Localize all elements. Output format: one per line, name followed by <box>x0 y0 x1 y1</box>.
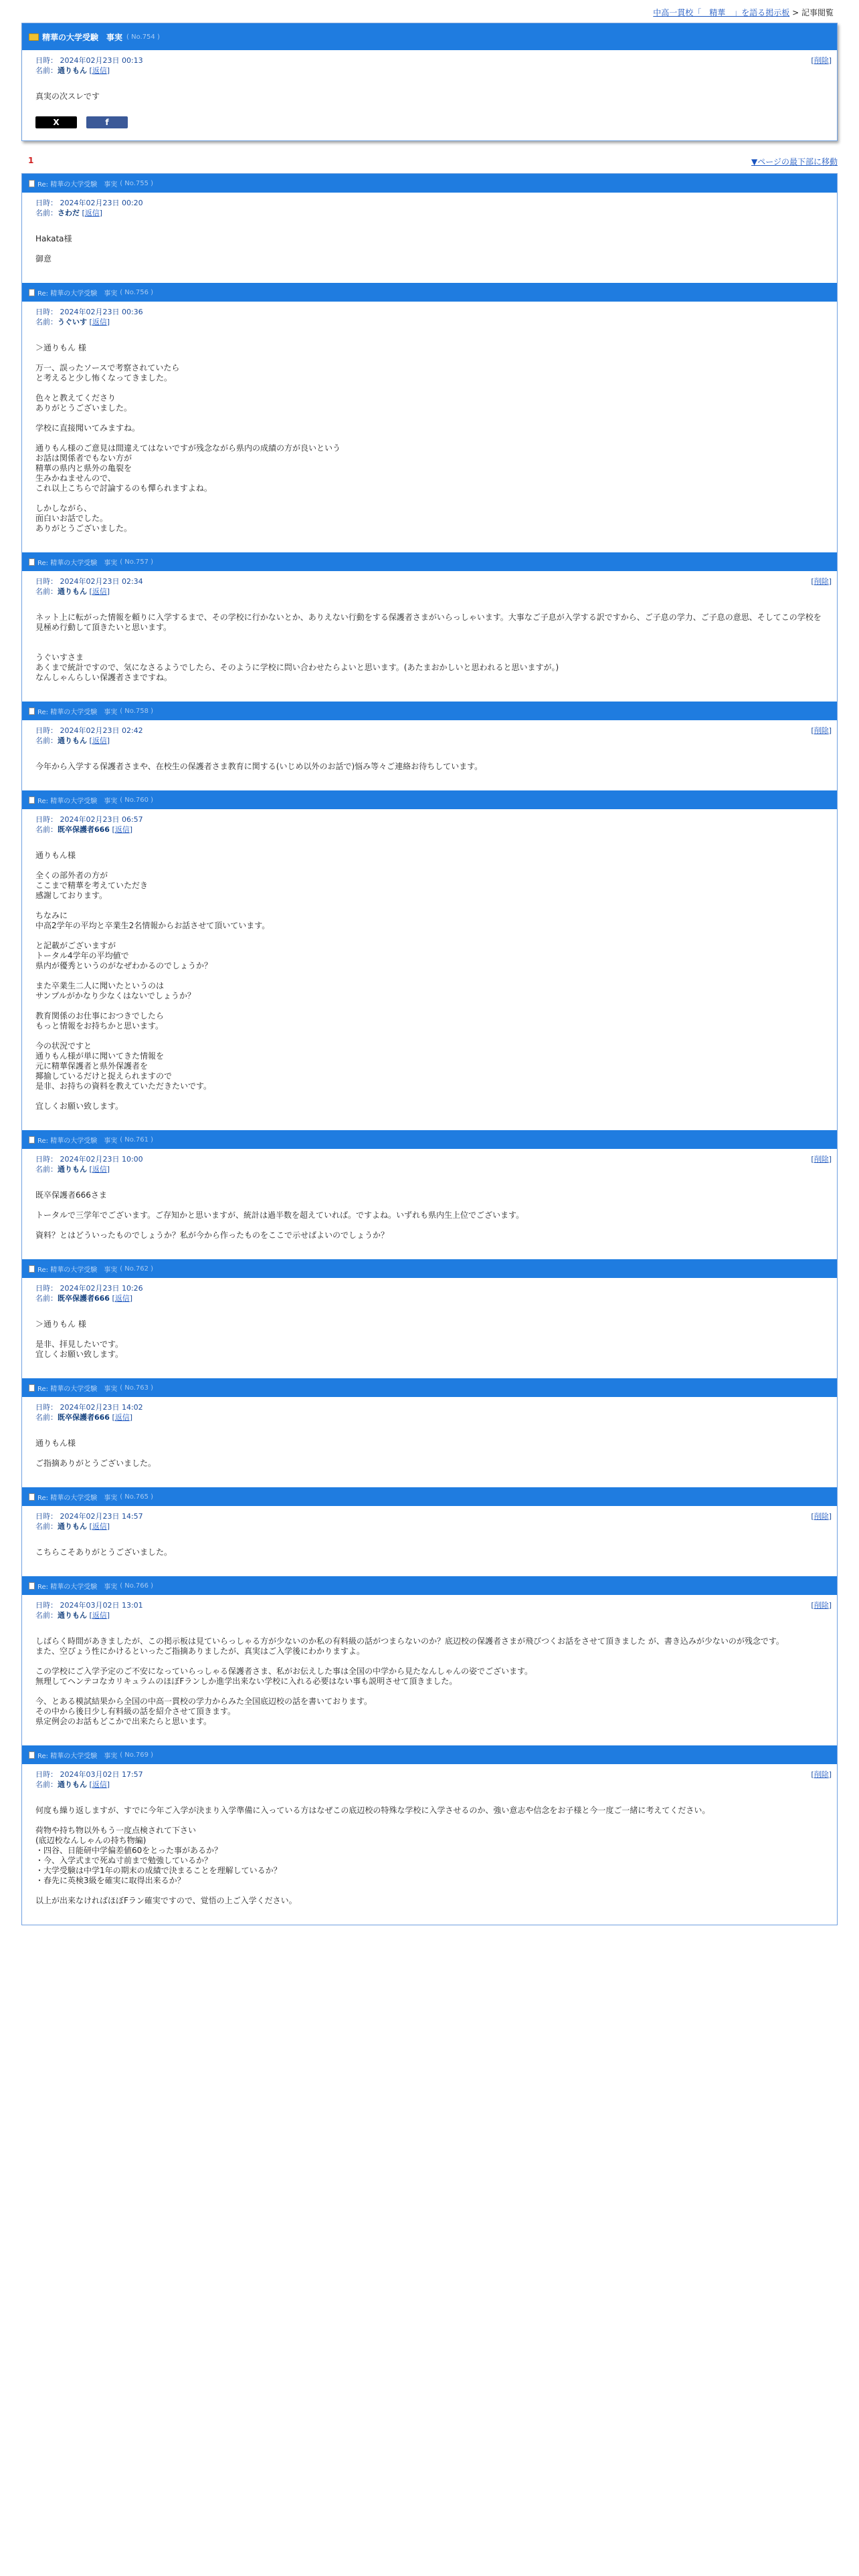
reply-number: ( No.766 ) <box>120 1582 154 1590</box>
topic-date: 日時： 2024年02月23日 00:13 <box>35 56 143 65</box>
reply-author: 既卒保護者666 <box>58 1294 110 1303</box>
delete-link[interactable]: 削除 <box>814 1155 829 1164</box>
name-label: 名前： <box>35 1522 58 1531</box>
breadcrumb-board-link[interactable]: 中高一貫校「 精華 」を語る掲示板 <box>653 8 790 17</box>
topic-title: 精華の大学受験 事実 <box>42 32 123 42</box>
delete-bracket: ] <box>828 1155 832 1164</box>
name-label: 名前： <box>35 1413 58 1422</box>
reply-meta <box>22 1506 837 1531</box>
reply-post <box>22 790 837 1130</box>
reply-body: 通りもん様 ご指摘ありがとうございました。 <box>35 1438 157 1468</box>
delete-bracket: [ <box>811 1770 814 1779</box>
reply-bracket: [ <box>89 1780 92 1789</box>
reply-bracket: [ <box>89 1522 92 1531</box>
reply-link[interactable]: 返信 <box>92 1165 107 1174</box>
reply-title: Re: 精華の大学受験 事実 <box>37 559 118 567</box>
delete-link[interactable]: 削除 <box>814 577 829 586</box>
reply-bracket: ] <box>129 825 133 834</box>
breadcrumb-separator: > <box>789 8 801 17</box>
reply-post <box>22 1130 837 1259</box>
reply-post <box>22 174 837 283</box>
name-label: 名前： <box>35 318 58 326</box>
reply-number: ( No.758 ) <box>120 707 154 715</box>
document-icon <box>29 796 35 804</box>
document-icon <box>29 1751 35 1759</box>
reply-number: ( No.755 ) <box>120 179 154 187</box>
breadcrumb <box>0 0 859 23</box>
reply-bracket: [ <box>89 1611 92 1620</box>
delete-bracket: ] <box>828 726 832 735</box>
topic-body: 真実の次スレです <box>35 92 100 101</box>
reply-author: 通りもん <box>58 1611 87 1620</box>
name-label: 名前： <box>35 1611 58 1620</box>
reply-date: 日時： 2024年02月23日 00:36 <box>35 308 143 316</box>
delete-bracket: ] <box>828 1601 832 1610</box>
name-label: 名前： <box>35 587 58 596</box>
reply-date: 日時： 2024年02月23日 14:02 <box>35 1403 143 1412</box>
reply-date: 日時： 2024年03月02日 17:57 <box>35 1770 143 1779</box>
reply-author: さわだ <box>58 209 80 217</box>
reply-bracket: [ <box>89 1165 92 1174</box>
reply-title: Re: 精華の大学受験 事実 <box>37 1266 118 1274</box>
reply-header <box>22 1130 837 1149</box>
delete-bracket: ] <box>828 577 832 586</box>
reply-title: Re: 精華の大学受験 事実 <box>37 1752 118 1760</box>
delete-link[interactable]: 削除 <box>814 1770 829 1779</box>
topic-meta <box>22 50 837 76</box>
document-icon <box>29 289 35 296</box>
reply-header <box>22 552 837 571</box>
folder-icon <box>29 33 39 41</box>
document-icon <box>29 1582 35 1590</box>
reply-number: ( No.757 ) <box>120 558 154 566</box>
reply-post <box>22 702 837 790</box>
reply-header <box>22 174 837 193</box>
reply-author: 通りもん <box>58 587 87 596</box>
delete-bracket: ] <box>828 1770 832 1779</box>
breadcrumb-current: 記事閲覧 <box>801 8 834 17</box>
delete-bracket: [ <box>811 1512 814 1521</box>
reply-link[interactable]: 返信 <box>92 587 107 596</box>
delete-bracket: ] <box>828 1512 832 1521</box>
name-label: 名前： <box>35 1165 58 1174</box>
pager <box>21 150 838 173</box>
reply-header <box>22 1576 837 1595</box>
reply-meta <box>22 1397 837 1422</box>
reply-meta <box>22 571 837 597</box>
reply-title: Re: 精華の大学受験 事実 <box>37 1385 118 1393</box>
reply-meta <box>22 809 837 835</box>
share-buttons <box>22 110 837 140</box>
reply-link[interactable]: 返信 <box>114 1413 130 1422</box>
delete-link[interactable]: 削除 <box>814 1601 829 1610</box>
reply-number: ( No.769 ) <box>120 1751 154 1759</box>
reply-date: 日時： 2024年02月23日 02:42 <box>35 726 143 735</box>
reply-number: ( No.763 ) <box>120 1384 154 1392</box>
reply-bracket: [ <box>89 587 92 596</box>
topic-number: ( No.754 ) <box>126 33 160 41</box>
reply-header <box>22 702 837 720</box>
reply-link[interactable]: 返信 <box>92 1611 107 1620</box>
delete-bracket: ] <box>828 56 832 65</box>
name-label: 名前： <box>35 825 58 834</box>
reply-header <box>22 1259 837 1278</box>
delete-bracket: [ <box>811 577 814 586</box>
reply-author: 既卒保護者666 <box>58 1413 110 1422</box>
reply-body: こちらこそありがとうございました。 <box>35 1547 173 1557</box>
reply-author: 通りもん <box>58 1522 87 1531</box>
document-icon <box>29 1384 35 1392</box>
reply-author: 既卒保護者666 <box>58 825 110 834</box>
delete-link[interactable]: 削除 <box>814 56 829 65</box>
delete-bracket: [ <box>811 1155 814 1164</box>
document-icon <box>29 1265 35 1273</box>
reply-body: ＞通りもん 様 是非、拝見したいです。 宜しくお願い致します。 <box>35 1319 124 1359</box>
reply-post <box>22 1259 837 1378</box>
reply-meta <box>22 1764 837 1790</box>
reply-bracket: [ <box>89 318 92 326</box>
delete-link[interactable]: 削除 <box>814 726 829 735</box>
document-icon <box>29 1493 35 1501</box>
reply-link[interactable]: 返信 <box>92 1522 107 1531</box>
reply-header <box>22 1487 837 1506</box>
reply-date: 日時： 2024年02月23日 14:57 <box>35 1512 143 1521</box>
topic-author: 通りもん <box>58 66 87 75</box>
reply-body: 何度も繰り返しますが、すでに今年ご入学が決まり入学準備に入っている方はなぜこの底辺校の特殊な学校に入学させるのか、強い意志や信念をお子様と今一度ご一緒に考えてください。 荷物や持ち物以外もう一度点検されて下さい (底辺校なんしゃんの持ち物編) ・四谷、日能研中学偏差値60をとった事があるか？ ・今、入学式まで死ぬ寸前まで勉強しているか？ ・大学受験は中学1年の期末の成績で決まることを理解しているか？ ・春先に英検3級を確実に取得出来るか？ 以上が出来なければほぼFラン確実ですので、覚悟の上ご入学ください。 <box>35 1806 710 1905</box>
reply-number: ( No.761 ) <box>120 1136 154 1144</box>
reply-bracket: [ <box>82 209 85 217</box>
reply-meta <box>22 302 837 327</box>
reply-bracket: ] <box>129 1413 133 1422</box>
page-number[interactable]: 1 <box>28 156 34 165</box>
reply-body: 既卒保護者666さま トータルで三学年でございます。ご存知かと思いますが、統計は過半数を超えていれば。ですよね。いずれも県内生上位でございます。 資料？とはどういったものでしょうか？私が今から作ったものをここで示せばよいのでしょうか？ <box>35 1190 524 1240</box>
reply-author: うぐいす <box>58 318 87 326</box>
reply-bracket: [ <box>112 825 115 834</box>
reply-bracket: ] <box>106 736 110 745</box>
reply-title: Re: 精華の大学受験 事実 <box>37 797 118 805</box>
reply-link[interactable]: 返信 <box>114 825 130 834</box>
reply-date: 日時： 2024年02月23日 10:00 <box>35 1155 143 1164</box>
document-icon <box>29 180 35 187</box>
name-label: 名前： <box>35 1294 58 1303</box>
reply-post <box>22 1745 837 1925</box>
reply-post <box>22 1487 837 1576</box>
reply-author: 通りもん <box>58 736 87 745</box>
reply-title: Re: 精華の大学受験 事実 <box>37 1137 118 1145</box>
reply-meta <box>22 193 837 218</box>
reply-post <box>22 1378 837 1487</box>
delete-bracket: [ <box>811 1601 814 1610</box>
reply-post <box>22 552 837 702</box>
reply-date: 日時： 2024年02月23日 10:26 <box>35 1284 143 1293</box>
name-label: 名前： <box>35 209 58 217</box>
reply-body: しばらく時間があきましたが、この掲示板は見ていらっしゃる方が少ないのか私の有料級の話がつまらないのか？底辺校の保護者さまが飛びつくお話をさせて頂きました が、書き込みが少ないのが残念です。 また、空びょう性にかけるといったご指摘ありましたが、真実はご入学後にわかりますよ。 この学校にご入学予定のご不安になっていらっしゃる保護者さま、私がお伝えした事は全国の中学から見たなんしゃんの姿でございます。 無理してヘンテコなカリキュラムのほぼFランしか進学出来ない学校に入れる必要はない事も説明させて頂きました。 今、とある模試結果から全国の中高一貫校の学力からみた全国底辺校の話を書いております。 その中から後日少し有料級の話を紹介させて頂きます。 県定例会のお話もどこかで出来たらと思います。 <box>35 1636 784 1726</box>
scroll-to-bottom-link[interactable]: ▼ページの最下部に移動 <box>751 157 838 167</box>
topic-header <box>22 23 837 50</box>
reply-author: 通りもん <box>58 1780 87 1789</box>
reply-meta <box>22 1595 837 1620</box>
name-label: 名前： <box>35 66 58 75</box>
reply-date: 日時： 2024年02月23日 06:57 <box>35 815 143 824</box>
share-x-button[interactable]: X <box>35 116 77 128</box>
reply-title: Re: 精華の大学受験 事実 <box>37 290 118 298</box>
reply-bracket: ] <box>129 1294 133 1303</box>
reply-meta <box>22 1278 837 1303</box>
reply-body: 今年から入学する保護者さまや、在校生の保護者さま教育に関する(いじめ以外のお話で)悩み等々ご連絡お待ちしています。 <box>35 762 483 771</box>
reply-title: Re: 精華の大学受験 事実 <box>37 181 118 189</box>
reply-bracket: ] <box>106 66 110 75</box>
reply-bracket: ] <box>106 1611 110 1620</box>
reply-date: 日時： 2024年02月23日 02:34 <box>35 577 143 586</box>
reply-bracket: ] <box>106 1522 110 1531</box>
reply-body: Hakata様 御意 <box>35 234 72 263</box>
reply-header <box>22 1745 837 1764</box>
reply-number: ( No.762 ) <box>120 1265 154 1273</box>
reply-title: Re: 精華の大学受験 事実 <box>37 708 118 716</box>
reply-number: ( No.765 ) <box>120 1493 154 1501</box>
reply-meta <box>22 1149 837 1174</box>
document-icon <box>29 558 35 566</box>
reply-bracket: [ <box>112 1413 115 1422</box>
delete-link[interactable]: 削除 <box>814 1512 829 1521</box>
reply-date: 日時： 2024年02月23日 00:20 <box>35 199 143 207</box>
reply-link[interactable]: 返信 <box>92 736 107 745</box>
reply-header <box>22 790 837 809</box>
reply-bracket: [ <box>112 1294 115 1303</box>
reply-body: ネット上に転がった情報を頼りに入学するまで、その学校に行かないとか、ありえない行動をする保護者さまがいらっしゃいます。大事なご子息が入学する訳ですから、ご子息の学力、ご子息の意思、そしてこの学校を見極め行動して頂きたいと思います。 うぐいすさま あくまで統計ですので、気になさるようでしたら、そのように学校に問い合わせたらよいと思います。(あたまおかしいと思われると思いますが。) なんしゃんらしい保護者さまですね。 <box>35 613 822 682</box>
reply-bracket: ] <box>106 587 110 596</box>
reply-bracket: ] <box>99 209 103 217</box>
reply-bracket: ] <box>106 1165 110 1174</box>
reply-list <box>21 173 838 1925</box>
reply-link[interactable]: 返信 <box>92 318 107 326</box>
reply-title: Re: 精華の大学受験 事実 <box>37 1494 118 1502</box>
name-label: 名前： <box>35 1780 58 1789</box>
reply-header <box>22 283 837 302</box>
reply-link[interactable]: 返信 <box>92 66 107 75</box>
topic-post <box>21 23 838 141</box>
reply-post <box>22 283 837 552</box>
document-icon <box>29 1136 35 1144</box>
reply-number: ( No.760 ) <box>120 796 154 804</box>
share-facebook-button[interactable]: f <box>86 116 128 128</box>
reply-body: ＞通りもん 様 万一、誤ったソースで考察されていたら と考えると少し怖くなってきました。 色々と教えてくださり ありがとうございました。 学校に直接聞いてみますね。 通りもん様のご意見は間違えてはないですが残念ながら県内の成績の方が良いという お話は関係者でもない方が 精華の県内と県外の亀裂を 生みかねませんので、 これ以上こちらで討論するのも憚られますよね。 しかしながら、 面白いお話でした。 ありがとうございました。 <box>35 343 341 533</box>
delete-bracket: [ <box>811 726 814 735</box>
reply-bracket: [ <box>89 736 92 745</box>
reply-author: 通りもん <box>58 1165 87 1174</box>
name-label: 名前： <box>35 736 58 745</box>
reply-link[interactable]: 返信 <box>84 209 100 217</box>
reply-bracket: [ <box>89 66 92 75</box>
document-icon <box>29 708 35 715</box>
reply-link[interactable]: 返信 <box>114 1294 130 1303</box>
reply-bracket: ] <box>106 318 110 326</box>
reply-number: ( No.756 ) <box>120 288 154 296</box>
reply-header <box>22 1378 837 1397</box>
reply-link[interactable]: 返信 <box>92 1780 107 1789</box>
reply-post <box>22 1576 837 1745</box>
reply-date: 日時： 2024年03月02日 13:01 <box>35 1601 143 1610</box>
reply-title: Re: 精華の大学受験 事実 <box>37 1583 118 1591</box>
reply-body: 通りもん様 全くの部外者の方が ここまで精華を考えていただき 感謝しております。 ちなみに 中高2学年の平均と卒業生2名情報からお話させて頂いています。 と記載がございますが トータル4学年の平均値で 県内が優秀というのがなぜわかるのでしょうか？ また卒業生二人に聞いたというのは サンプルがかなり少なくはないでしょうか？ 教育関係のお仕事におつきでしたら もっと情報をお持ちかと思います。 今の状況ですと 通りもん様が単に聞いてきた情報を 元に精華保護者と県外保護者を 揶揄しているだけと捉えられますので 是非、お持ちの資料を教えていただきたいです。 宜しくお願い致します。 <box>35 851 270 1111</box>
reply-meta <box>22 720 837 746</box>
delete-bracket: [ <box>811 56 814 65</box>
reply-bracket: ] <box>106 1780 110 1789</box>
